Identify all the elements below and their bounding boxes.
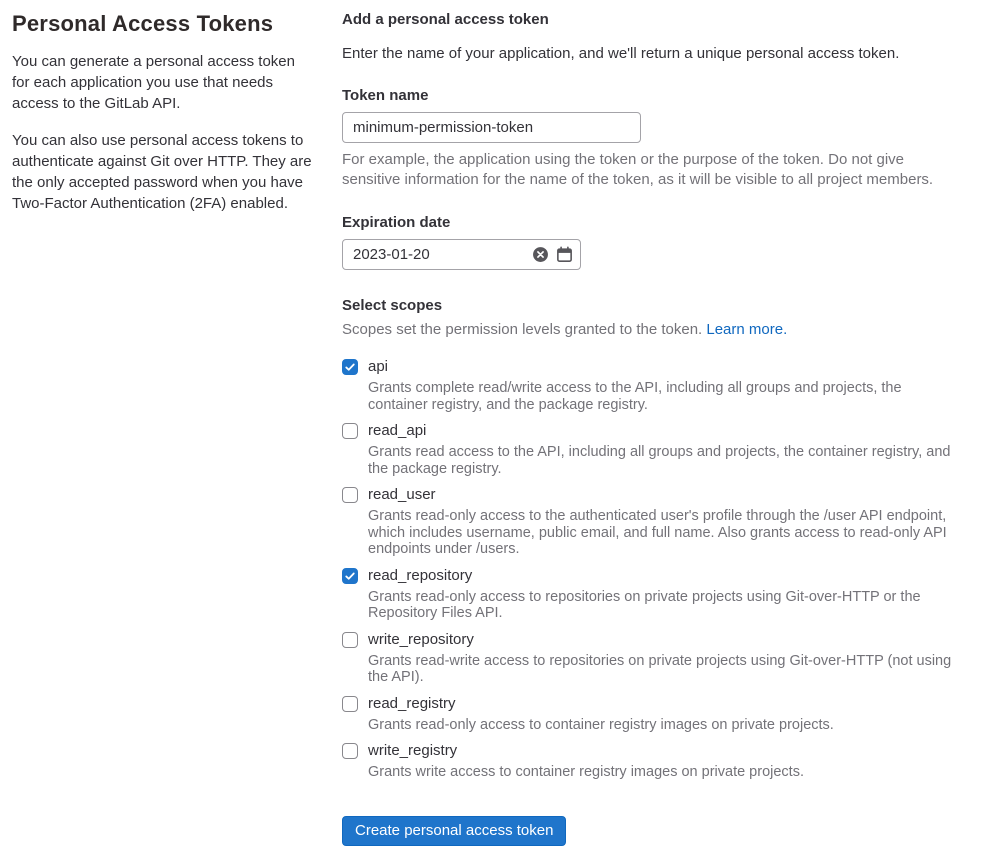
scopes-hint-text: Scopes set the permission levels granted to the token. <box>342 321 707 338</box>
scope-row <box>342 421 964 477</box>
scope-description: Grants write access to container registry images on private projects. <box>368 764 804 780</box>
scope-text <box>368 421 964 477</box>
scope-checkbox[interactable] <box>342 423 358 439</box>
add-token-form <box>342 11 964 846</box>
scope-description: Grants read access to the API, including all groups and projects, the container registry, and the package registry. <box>368 444 951 477</box>
page-description-2: You can also use personal access tokens to authenticate against Git over HTTP. They are the only accepted password when you have Two-Factor Authentication (2FA) enabled. <box>12 132 312 213</box>
scope-checkbox[interactable] <box>342 487 358 503</box>
scope-row <box>342 741 964 781</box>
scope-label[interactable]: read_user <box>368 486 436 503</box>
scope-label[interactable]: read_registry <box>368 694 456 712</box>
token-name-help: For example, the application using the token or the purpose of the token. Do not give sensitive information for the name of the token, as it will be visible to all project members. <box>342 151 934 188</box>
scope-text <box>368 630 964 686</box>
scope-label[interactable]: api <box>368 358 389 375</box>
token-name-input[interactable] <box>342 112 641 143</box>
calendar-icon[interactable] <box>556 246 573 263</box>
scope-description: Grants read-only access to container registry images on private projects. <box>368 716 834 733</box>
scope-label[interactable]: write_registry <box>368 742 458 759</box>
page-title: Personal Access Tokens <box>12 11 274 36</box>
expiration-date-field <box>342 239 581 270</box>
scope-text <box>368 694 834 734</box>
scope-text <box>368 741 804 781</box>
scope-text <box>368 485 964 558</box>
select-scopes-label: Select scopes <box>342 297 443 314</box>
page-description-1: You can generate a personal access token for each application you use that needs access to the GitLab API. <box>12 53 295 113</box>
scope-description: Grants read-only access to repositories on private projects using Git-over-HTTP or the Repository Files API. <box>368 588 921 621</box>
scope-label[interactable]: write_repository <box>368 630 474 648</box>
scope-checkbox[interactable] <box>342 696 358 712</box>
scope-text <box>368 566 964 622</box>
date-field-icons <box>532 239 573 270</box>
token-name-label: Token name <box>342 87 429 104</box>
left-description-panel <box>12 11 312 846</box>
scopes-list <box>342 357 964 781</box>
scope-row <box>342 694 964 734</box>
create-token-button[interactable]: Create personal access token <box>342 816 566 846</box>
form-intro: Enter the name of your application, and we'll return a unique personal access token. <box>342 45 900 62</box>
scope-checkbox[interactable] <box>342 568 358 584</box>
scope-text <box>368 357 964 413</box>
scope-row <box>342 485 964 558</box>
expiration-date-label: Expiration date <box>342 214 451 231</box>
scope-description: Grants read-only access to the authenticated user's profile through the /user API endpoint, which includes username, public email, and full name. Also grants access to read-only API endpoints under /users. <box>368 508 947 557</box>
scope-checkbox[interactable] <box>342 632 358 648</box>
scope-label[interactable]: read_api <box>368 422 427 439</box>
scope-checkbox[interactable] <box>342 359 358 375</box>
learn-more-link[interactable]: Learn more. <box>706 321 788 338</box>
clear-date-icon[interactable] <box>532 246 549 263</box>
scope-row <box>342 566 964 622</box>
scope-row <box>342 357 964 413</box>
scopes-hint <box>342 320 964 340</box>
scope-description: Grants complete read/write access to the API, including all groups and projects, the container registry, and the package registry. <box>368 380 902 413</box>
scope-checkbox[interactable] <box>342 743 358 759</box>
scope-description: Grants read-write access to repositories on private projects using Git-over-HTTP (not using the API). <box>368 652 952 685</box>
form-heading: Add a personal access token <box>342 11 549 28</box>
scope-label[interactable]: read_repository <box>368 566 473 584</box>
scope-row <box>342 630 964 686</box>
